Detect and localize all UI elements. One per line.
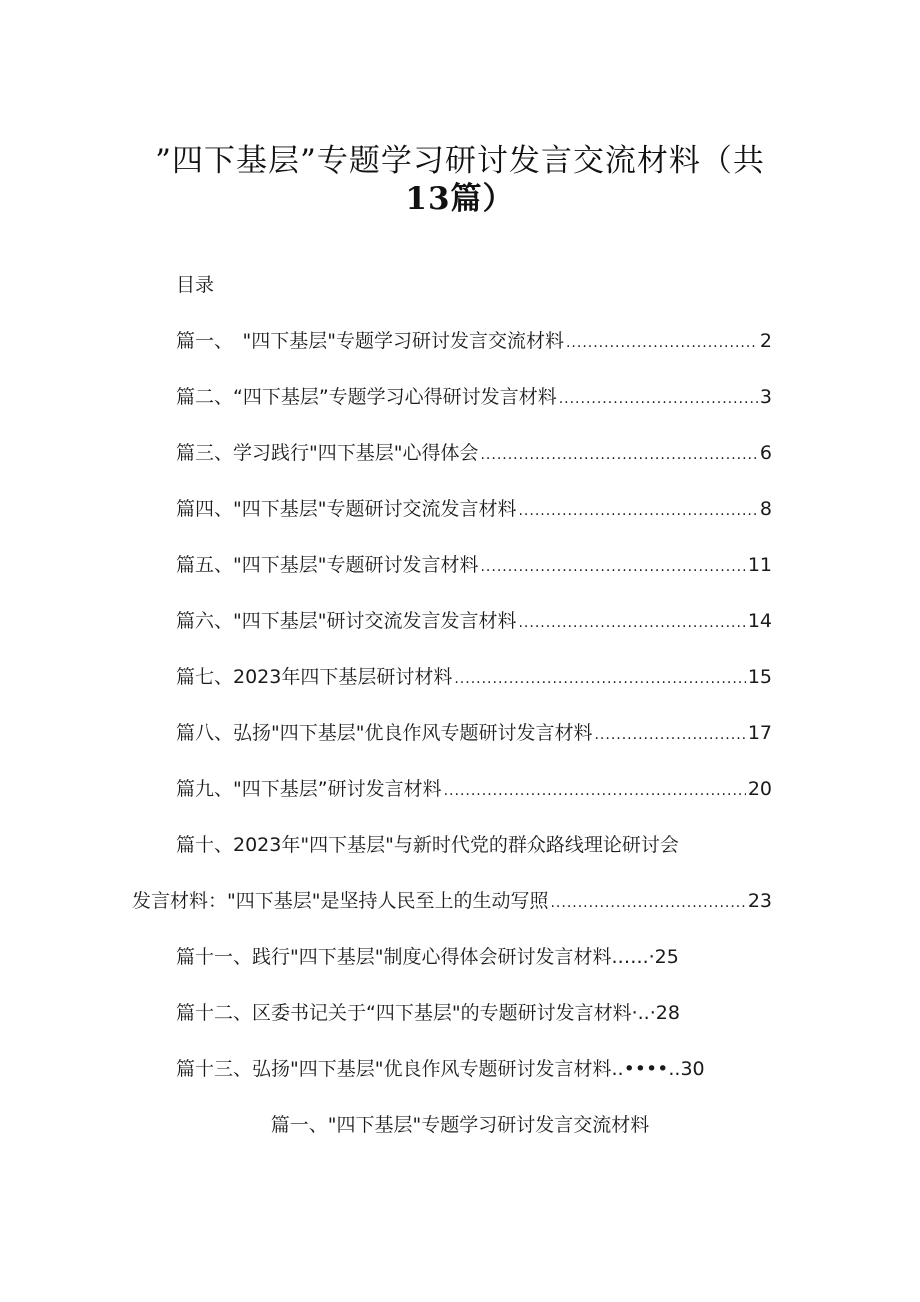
toc-item-label: 篇三、学习践行"四下基层"心得体会 bbox=[176, 442, 479, 464]
toc-item-9[interactable] bbox=[176, 774, 772, 804]
toc-item-page: 23 bbox=[747, 890, 772, 912]
toc-item-10-line-2[interactable] bbox=[132, 886, 772, 916]
toc-item-label: 篇一、 "四下基层"专题学习研讨发言交流材料 bbox=[176, 330, 564, 352]
toc-item-page: 8 bbox=[759, 498, 772, 520]
document-title-line-1: ”四下基层”专题学习研讨发言交流材料（共 bbox=[155, 143, 765, 179]
toc-leader-dots bbox=[566, 328, 758, 358]
toc-item-page: 17 bbox=[747, 722, 772, 744]
toc-item-page: 14 bbox=[747, 610, 772, 632]
toc-leader-dots bbox=[518, 496, 757, 526]
toc-item-8[interactable] bbox=[176, 718, 772, 748]
toc-item-page: 20 bbox=[747, 778, 772, 800]
toc-item-label: 篇六、"四下基层"研讨交流发言发言材料 bbox=[176, 610, 517, 632]
toc-leader-dots bbox=[454, 664, 745, 694]
document-title-line-2: 13篇） bbox=[405, 181, 515, 217]
toc-leader-dots bbox=[594, 720, 745, 750]
section-heading: 篇一、"四下基层"专题学习研讨发言交流材料 bbox=[270, 1114, 650, 1136]
toc-leader-dots bbox=[480, 440, 757, 470]
toc-item-page: 11 bbox=[747, 554, 772, 576]
toc-item-11[interactable] bbox=[176, 942, 679, 972]
toc-leader-dots bbox=[444, 776, 746, 806]
toc-item-page: .…..·25 bbox=[611, 946, 679, 968]
toc-item-10-line-1[interactable]: 篇十、2023年"四下基层"与新时代党的群众路线理论研讨会 bbox=[176, 834, 679, 856]
toc-item-6[interactable] bbox=[176, 606, 772, 636]
toc-leader-dots bbox=[480, 552, 745, 582]
toc-item-4[interactable] bbox=[176, 494, 772, 524]
toc-item-label: 篇十三、弘扬"四下基层"优良作风专题研讨发言材料 bbox=[176, 1058, 612, 1080]
toc-item-7[interactable] bbox=[176, 662, 772, 692]
toc-item-page: 6 bbox=[759, 442, 772, 464]
toc-item-label: 篇十二、区委书记关于“四下基层"的专题研讨发言材料 bbox=[176, 1002, 632, 1024]
toc-item-page: 2 bbox=[759, 330, 772, 352]
toc-heading: 目录 bbox=[176, 274, 215, 296]
toc-item-5[interactable] bbox=[176, 550, 772, 580]
toc-item-label: 篇二、“四下基层”专题学习心得研讨发言材料 bbox=[176, 386, 557, 408]
toc-item-label: 篇四、"四下基层"专题研讨交流发言材料 bbox=[176, 498, 517, 520]
toc-item-page: 3 bbox=[759, 386, 772, 408]
toc-leader-dots bbox=[550, 888, 745, 918]
toc-item-label: 篇七、2023年四下基层研讨材料 bbox=[176, 666, 453, 688]
toc-item-1[interactable] bbox=[176, 326, 772, 356]
toc-item-page: 15 bbox=[747, 666, 772, 688]
toc-leader-dots bbox=[518, 608, 745, 638]
toc-item-label: 篇十一、践行"四下基层"制度心得体会研讨发言材料 bbox=[176, 946, 612, 968]
toc-item-3[interactable] bbox=[176, 438, 772, 468]
toc-item-page: ..••••..30 bbox=[611, 1058, 705, 1080]
toc-item-label: 篇九、"四下基层”研讨发言材料 bbox=[176, 778, 442, 800]
toc-item-label: 篇八、弘扬"四下基层"优良作风专题研讨发言材料 bbox=[176, 722, 593, 744]
toc-item-page: ·..·28 bbox=[631, 1002, 680, 1024]
toc-leader-dots bbox=[559, 384, 758, 414]
toc-item-12[interactable] bbox=[176, 998, 680, 1028]
toc-item-13[interactable] bbox=[176, 1054, 705, 1084]
toc-item-label: 篇五、"四下基层"专题研讨发言材料 bbox=[176, 554, 479, 576]
toc-item-2[interactable] bbox=[176, 382, 772, 412]
toc-item-label: 发言材料："四下基层"是坚持人民至上的生动写照 bbox=[132, 890, 549, 912]
